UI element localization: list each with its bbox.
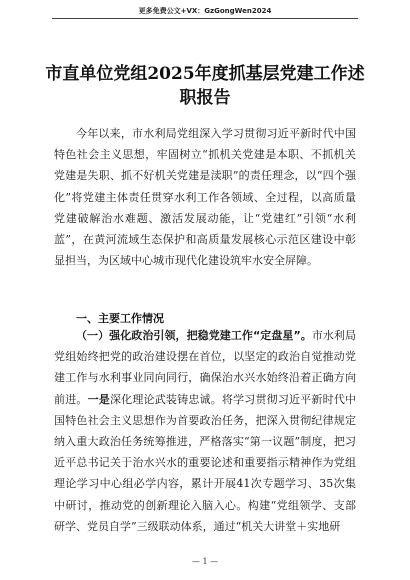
header-note: 更多免费公文+VX：GzGongWen2024 [138, 7, 272, 15]
emphasis-marker: 一是 [87, 392, 110, 406]
subsection-heading: （一）强化政治引领，把稳党建工作“定盘星”。 [76, 329, 312, 342]
document-title: 市直单位党组2025年度抓基层党建工作述职报告 [45, 64, 365, 108]
header-divider [52, 18, 358, 19]
page-number: — 1 — [191, 557, 219, 566]
subsection-text: 市水利局党组始终把党的政治建设摆在首位，以坚定的政治自觉推动党建工作与水利事业同向同行，确保治水兴水始终沿着正确方向前进。 [54, 329, 356, 406]
subsection-paragraph [54, 325, 356, 537]
section-heading: 一、主要工作情况 [76, 312, 164, 325]
intro-paragraph: 今年以来，市水利局党组深入学习贯彻习近平新时代中国特色社会主义思想，牢固树立“抓机关党建是本职、不抓机关党建是失职、抓不好机关党建是渎职”的责任理念，以“四个强化”将党建主体责任贯穿水利工作各领域、全过程，以高质量党建破解治水难题、激活发展动能，让“党建红”引领“水利蓝”，在黄河流域生态保护和高质量发展核心示范区建设中彰显担当，为区域中心城市现代化建设筑牢水安全屏障。 [54, 127, 356, 268]
subsection-text-continued: 深化理论武装铸忠诚。将学习贯彻习近平新时代中国特色社会主义思想作为首要政治任务，把深入贯彻纪律规定纳入重大政治任务统筹推进，严格落实“第一议题”制度，把习近平总书记关于治水兴水的重要论述和重要指示精神作为党组理论学习中心组必学内容，累计开展41次专题学习、35次集中研讨，推动党的创新理论入脑入心。构建“党组领学、支部研学、党员自学”三级联动体系，通过“机关大讲堂＋实地研 [54, 392, 357, 533]
